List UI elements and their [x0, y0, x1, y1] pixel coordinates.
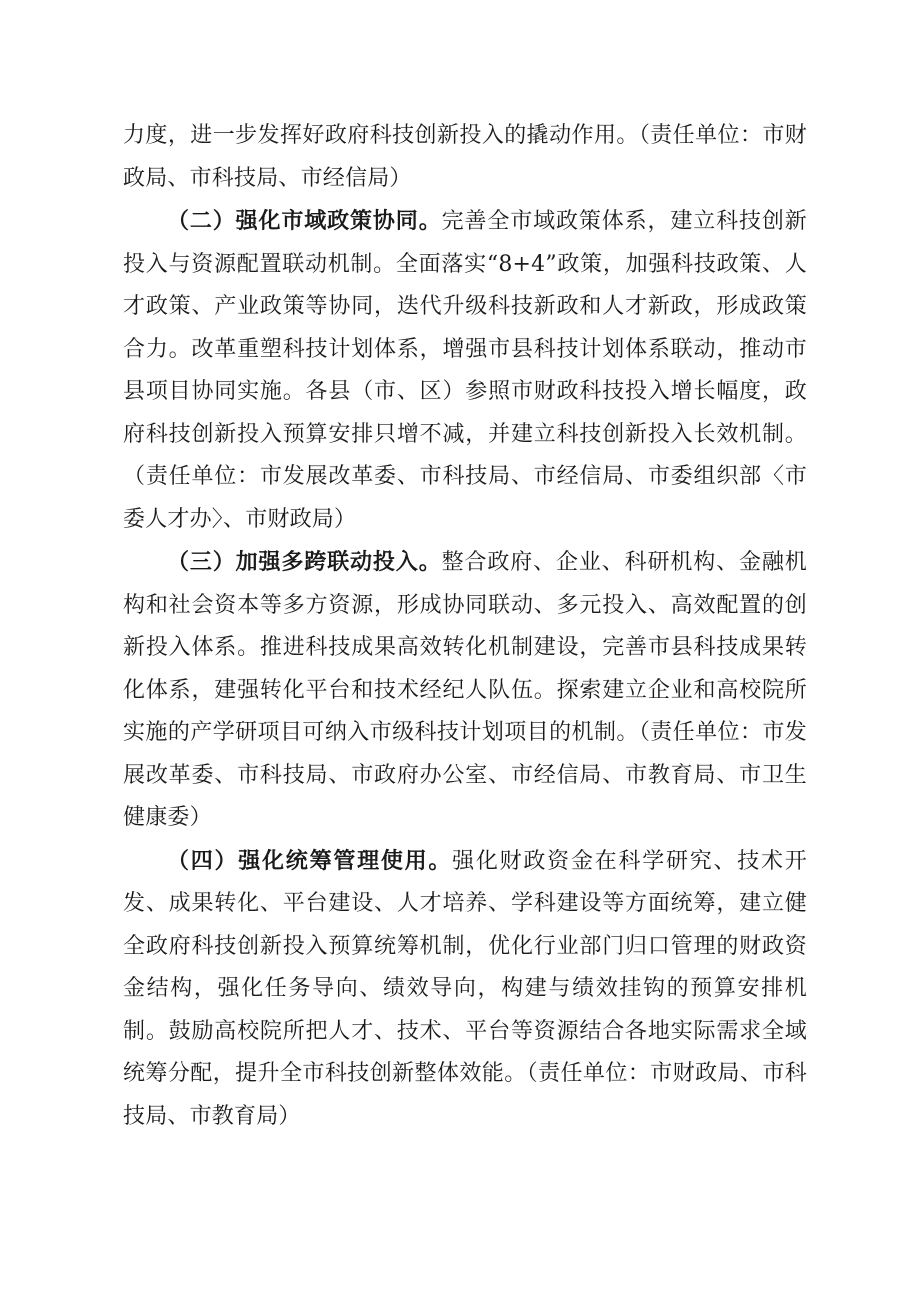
section-heading-2: （二）强化市域政策协同。 — [167, 208, 442, 234]
section-paragraph-2 — [123, 200, 807, 541]
continuation-text: 力度，进一步发挥好政府科技创新投入的撬动作用。（责任单位：市财政局、市科技局、市经信局） — [123, 123, 807, 191]
section-heading-3: （三）加强多跨联动投入。 — [167, 549, 442, 575]
continuation-paragraph — [123, 115, 807, 200]
section-paragraph-3 — [123, 541, 807, 840]
section-body-2: 完善全市域政策体系，建立科技创新投入与资源配置联动机制。全面落实“8+4”政策，加强科技政策、人才政策、产业政策等协同，迭代升级科技新政和人才新政，形成政策合力。改革重塑科技计划体系，增强市县科技计划体系联动，推动市县项目协同实施。各县（市、区）参照市财政科技投入增长幅度，政府科技创新投入预算安排只增不减，并建立科技创新投入长效机制。（责任单位：市发展改革委、市科技局、市经信局、市委组织部〈市委人才办〉、市财政局） — [123, 209, 807, 532]
section-body-3: 整合政府、企业、科研机构、金融机构和社会资本等多方资源，形成协同联动、多元投入、高效配置的创新投入体系。推进科技成果高效转化机制建设，完善市县科技成果转化体系，建强转化平台和技术经纪人队伍。探索建立企业和高校院所实施的产学研项目可纳入市级科技计划项目的机制。（责任单位：市发展改革委、市科技局、市政府办公室、市经信局、市教育局、市卫生健康委） — [123, 550, 807, 830]
section-paragraph-4 — [123, 840, 807, 1139]
section-body-4: 强化财政资金在科学研究、技术开发、成果转化、平台建设、人才培养、学科建设等方面统筹，建立健全政府科技创新投入预算统筹机制，优化行业部门归口管理的财政资金结构，强化任务导向、绩效导向，构建与绩效挂钩的预算安排机制。鼓励高校院所把人才、技术、平台等资源结合各地实际需求全域统筹分配，提升全市科技创新整体效能。（责任单位：市财政局、市科技局、市教育局） — [123, 848, 807, 1129]
section-heading-4: （四）强化统筹管理使用。 — [167, 847, 453, 874]
document-body — [123, 115, 807, 1138]
